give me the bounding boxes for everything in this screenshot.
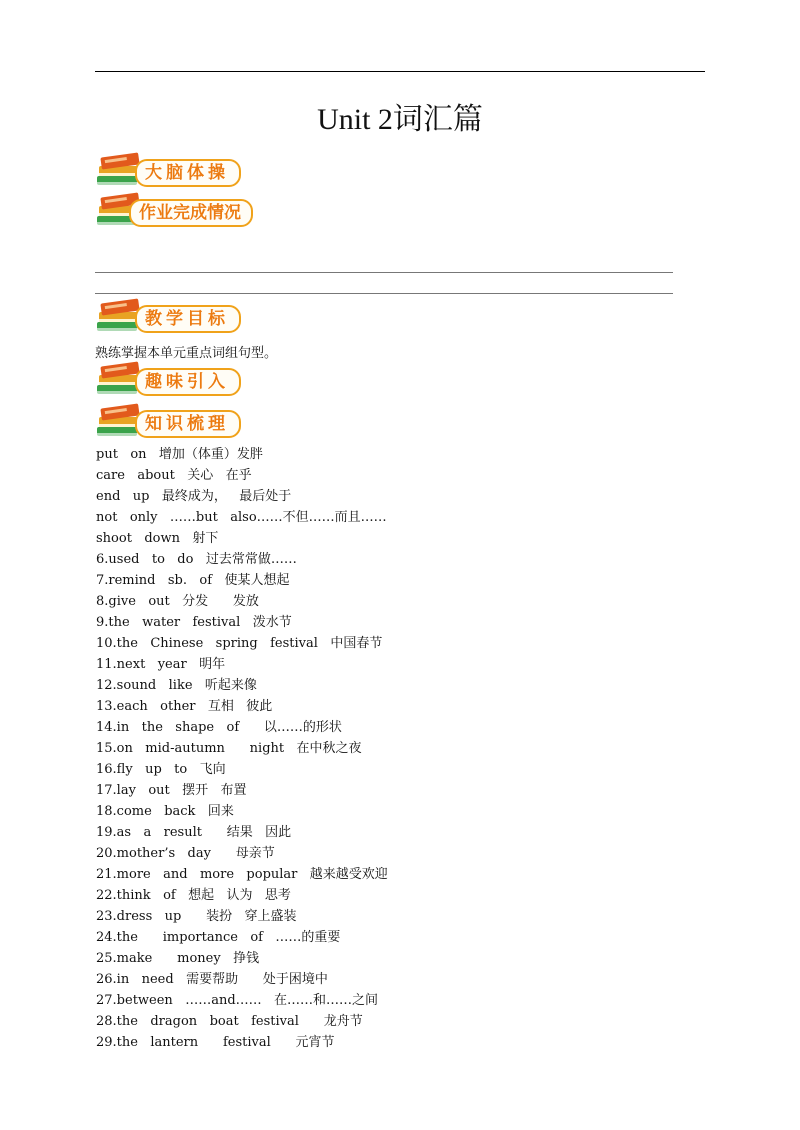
section-label-intro: 趣味引入 [135, 368, 241, 396]
vocab-item: 9.the water festival 泼水节 [96, 615, 292, 630]
vocab-item: 25.make money 挣钱 [96, 951, 260, 966]
vocab-item: 24.the importance of ……的重要 [96, 930, 341, 945]
vocab-item: 17.lay out 摆开 布置 [96, 783, 247, 798]
section-label-homework: 作业完成情况 [129, 199, 253, 227]
vocab-item: 29.the lantern festival 元宵节 [96, 1035, 335, 1050]
answer-line [95, 272, 673, 273]
vocab-item: care about 关心 在乎 [96, 468, 252, 483]
vocab-item: 11.next year 明年 [96, 657, 226, 672]
vocab-item: end up 最终成为， 最后处于 [96, 489, 292, 504]
vocab-item: 6.used to do 过去常常做…… [96, 552, 297, 567]
vocab-item: 26.in need 需要帮助 处于困境中 [96, 972, 328, 987]
vocab-item: 10.the Chinese spring festival 中国春节 [96, 636, 383, 651]
section-label-objectives: 教学目标 [135, 305, 241, 333]
objective-text: 熟练掌握本单元重点词组句型。 [95, 346, 278, 361]
vocab-item: 8.give out 分发 发放 [96, 594, 259, 609]
answer-line [95, 293, 673, 294]
vocab-item: 18.come back 回来 [96, 804, 234, 819]
section-label-brain: 大脑体操 [135, 159, 241, 187]
vocab-item: 23.dress up 装扮 穿上盛装 [96, 909, 297, 924]
vocab-item: 21.more and more popular 越来越受欢迎 [96, 867, 388, 882]
vocab-item: 27.between ……and…… 在……和……之间 [96, 993, 379, 1008]
vocabulary-list [96, 445, 388, 1054]
vocab-item: 22.think of 想起 认为 思考 [96, 888, 291, 903]
vocab-item: 7.remind sb. of 使某人想起 [96, 573, 290, 588]
vocab-item: 14.in the shape of 以……的形状 [96, 720, 342, 735]
page-title: Unit 2词汇篇 [317, 103, 483, 136]
vocab-item: 13.each other 互相 彼此 [96, 699, 273, 714]
vocab-item: shoot down 射下 [96, 531, 219, 546]
vocab-item: 19.as a result 结果 因此 [96, 825, 292, 840]
vocab-item: 15.on mid-autumn night 在中秋之夜 [96, 741, 362, 756]
vocab-item: 16.fly up to 飞向 [96, 762, 226, 777]
vocab-item: 28.the dragon boat festival 龙舟节 [96, 1014, 363, 1029]
section-label-knowledge: 知识梳理 [135, 410, 241, 438]
vocab-item: put on 增加（体重）发胖 [96, 447, 263, 462]
vocab-item: not only ……but also……不但……而且…… [96, 510, 387, 525]
header-rule [95, 71, 705, 72]
vocab-item: 12.sound like 听起来像 [96, 678, 257, 693]
vocab-item: 20.mother’s day 母亲节 [96, 846, 275, 861]
